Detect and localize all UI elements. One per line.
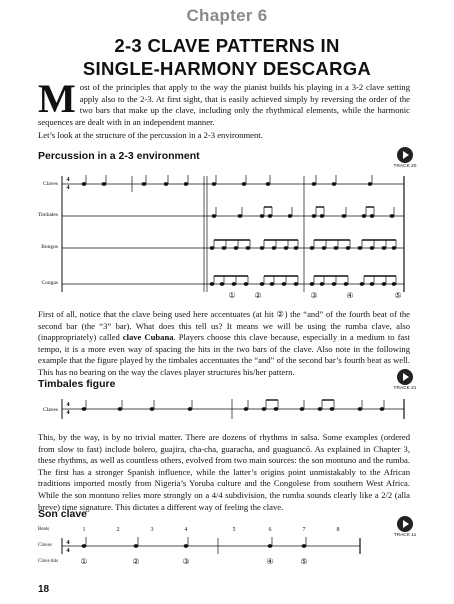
drop-cap: M [38,76,76,121]
son-clave-score [0,522,454,568]
para1-hit-ref: ② [276,309,285,319]
lead-sentence: Let’s look at the structure of the percussion in a 2-3 environment. [38,130,263,140]
track-11-label: TRACK 11 [393,533,417,538]
clave-hit-2: ② [132,557,140,566]
instrument-label-bongos: Bongos [41,244,58,250]
track-20-label: TRACK 20 [393,164,417,169]
percussion-heading: Percussion in a 2-3 environment [38,150,200,162]
track-20-badge[interactable] [388,147,422,169]
clave-hit-5: ⑤ [300,557,308,566]
row-label-clave-hits: Clave hits [38,559,59,564]
page-number: 18 [38,584,50,595]
para1-bold-term: clave Cubana [122,332,174,343]
percussion-score [0,170,454,302]
hit-marker-4: ④ [346,291,354,300]
beat-2: 2 [116,527,120,533]
beat-5: 5 [232,527,236,533]
instrument-label-timbales: Timbales [37,212,58,218]
timbales-figure-instrument: Claves [43,407,58,413]
page-title [0,34,454,80]
timbales-figure-score [0,394,454,424]
son-clave-heading: Son clave [38,508,88,520]
para1-part-b: ) the “and” of the fourth beat of the second bar (the “3” bar). What does this tell us? It means we will be using the rumba clave, also (inappropriately) called [38,309,410,343]
timbales-heading: Timbales figure [38,378,116,390]
para1-part-a: First of all, notice that the clave being used here accentuates (at hit [38,309,277,319]
row-label-beats: Beats [38,527,50,532]
row-label-claves: Claves [38,543,52,548]
time-sig-top: 4 [66,539,70,546]
intro-text: ost of the principles that apply to the way the pianist builds his playing in a 3-2 clave setting apply also to the 2-3. At first sight, that is easily achieved simply by reversing the order of the two bars that make up the clave, including only the rhythmical elements, while the harmonic sequences are dealt with in an independent manner. [38,82,410,127]
time-sig-bottom: 4 [66,184,70,191]
instrument-label-claves: Claves [43,181,58,187]
audio-play-icon [397,147,413,163]
beat-8: 8 [336,527,340,533]
paragraph-clave-analysis [38,309,410,379]
hit-marker-2: ② [254,291,262,300]
time-sig-top: 4 [66,401,70,408]
title-line-2: SINGLE-HARMONY DESCARGA [82,58,372,79]
beat-6: 6 [268,527,272,533]
hit-marker-1: ① [228,291,236,300]
intro-paragraph [38,76,410,128]
clave-hit-1: ① [80,557,88,566]
time-sig-bottom: 4 [66,409,70,416]
paragraph-rhythms: This, by the way, is by no trivial matter. There are dozens of rhythms in salsa. Some examples (ordered from slow to fast) include bolero, guajira, cha-cha, guaracha, and guaguancó. As explained in Chapter 3, these rhythms, as well as countless others, evolved from two main sources: the son montuno and the rumba. The first has a stronger Spanish influence, while the latter’s origins point unmistakably to the African traditions imported mostly from Nigeria’s Yoruba culture and the Congolese from southern West Africa. While the son montuno relies more strongly on a 4/4 subdivision, the rumba sounds clearly like a 2/2 (alla breve) time signature. This dictates a different way of feeling the clave. [38,432,410,512]
hit-marker-3: ③ [310,291,318,300]
time-sig-top: 4 [66,176,70,183]
clave-hit-4: ④ [266,557,274,566]
track-21-badge[interactable] [388,369,422,391]
time-sig-bottom: 4 [66,547,70,554]
clave-hit-3: ③ [182,557,190,566]
beat-4: 4 [184,527,188,533]
audio-play-icon [397,369,413,385]
title-line-1: 2-3 CLAVE PATTERNS IN [114,35,340,56]
chapter-label: Chapter 6 [186,6,268,25]
beat-1: 1 [82,527,86,533]
hit-marker-5: ⑤ [394,291,402,300]
instrument-label-congas: Congas [41,280,58,286]
track-21-label: TRACK 21 [393,386,417,391]
para1-part-c: . Players choose this clave because, especially in a medium to fast tempo, it is a more even way of spacing the hits in the two bars of the clave. Also note in the following example that the figure played by the timbales accentuates the “and” of the second bar’s fourth beat as well. This has no bearing on the way the claves player structures his/her pattern. [38,332,410,377]
beat-3: 3 [150,527,154,533]
beat-7: 7 [302,527,306,533]
